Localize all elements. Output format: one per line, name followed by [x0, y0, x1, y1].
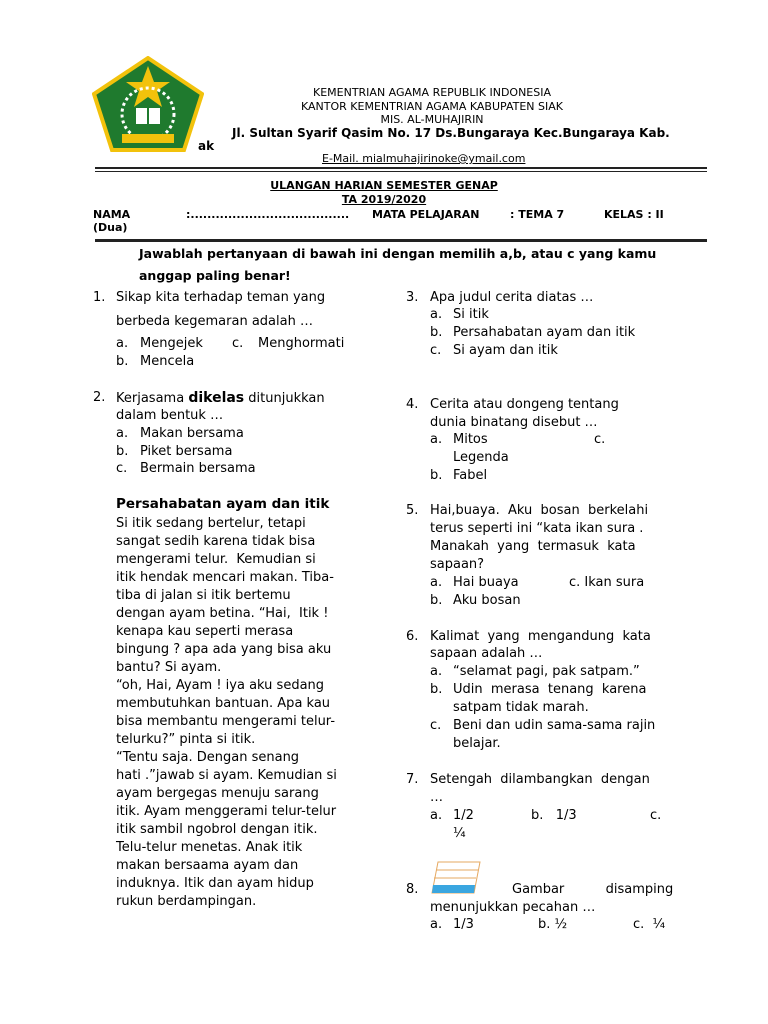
fraction-figure [430, 860, 482, 894]
story-line: itik. Ayam menggerami telur-telur [116, 804, 337, 819]
story-line: rukun berdampingan. [116, 894, 257, 909]
story-line: mengerami telur. Kemudian si [116, 552, 316, 567]
story-line: dengan ayam betina. “Hai, Itik ! [116, 606, 329, 621]
subject-value: : TEMA 7 [510, 208, 565, 221]
subject-label: MATA PELAJARAN [372, 208, 480, 221]
exam-divider [95, 239, 707, 242]
q4-option-b[interactable]: Fabel [453, 468, 488, 483]
q4-number: 4. [406, 397, 419, 412]
q2-option-a[interactable]: Makan bersama [140, 426, 244, 441]
q6-line1: Kalimat yang mengandung kata [430, 629, 651, 644]
q1-option-b[interactable]: Mencela [140, 354, 195, 369]
kelas-label: KELAS : II [604, 208, 664, 221]
q2-option-c[interactable]: Bermain bersama [140, 461, 256, 476]
q8-line2: menunjukkan pecahan … [430, 900, 596, 915]
story-line: itik sambil ngobrol dengan itik. [116, 822, 318, 837]
kelas-tail: (Dua) [93, 221, 128, 234]
q1-option-c[interactable]: Menghormati [258, 336, 345, 351]
q6-option-b-line1[interactable]: Udin merasa tenang karena [453, 682, 647, 697]
q7-option-b[interactable]: b. 1/3 [531, 808, 577, 823]
q3-option-c[interactable]: Si ayam dan itik [453, 343, 558, 358]
story-line: “Tentu saja. Dengan senang [116, 750, 300, 765]
story-line: itik hendak mencari makan. Tiba- [116, 570, 334, 585]
story-line: bisa membantu mengerami telur- [116, 714, 336, 729]
q8-line1: Gambar disamping [512, 882, 674, 897]
story-line: bingung ? apa ada yang bisa aku [116, 642, 332, 657]
story-line: tiba di jalan si itik bertemu [116, 588, 291, 603]
q6-option-a[interactable]: “selamat pagi, pak satpam.” [453, 664, 640, 679]
story-line: ayam bergegas menuju sarang [116, 786, 319, 801]
exam-year: TA 2019/2020 [341, 193, 427, 206]
q2-line1: Kerjasama dikelas ditunjukkan [116, 390, 325, 406]
q7-line2: … [430, 790, 443, 805]
header-divider-thick [95, 167, 707, 169]
header-divider-thin [95, 171, 707, 172]
q1-line1: Sikap kita terhadap teman yang [116, 290, 326, 305]
q4-option-c-label: c. [594, 432, 606, 447]
q4-line1: Cerita atau dongeng tentang [430, 397, 619, 412]
q8-option-b[interactable]: b. ½ [538, 917, 568, 932]
q2-line2: dalam bentuk … [116, 408, 224, 423]
q4-option-c[interactable]: Legenda [453, 450, 509, 465]
q3-text: Apa judul cerita diatas … [430, 290, 594, 305]
q6-line2: sapaan adalah … [430, 646, 543, 661]
q8-option-a[interactable]: 1/3 [453, 917, 474, 932]
header-address-tail: ak [198, 139, 215, 153]
story-line: hati .”jawab si ayam. Kemudian si [116, 768, 337, 783]
header-office: KANTOR KEMENTRIAN AGAMA KABUPATEN SIAK [301, 100, 563, 113]
q5-line2: terus seperti ini “kata ikan sura . [430, 521, 644, 536]
story-line: Telu-telur menetas. Anak itik [116, 840, 303, 855]
q4-option-a[interactable]: Mitos [453, 432, 488, 447]
q6-option-b-line2[interactable]: satpam tidak marah. [453, 700, 589, 715]
q1-option-a[interactable]: Mengejek [140, 336, 203, 351]
instruction-line1: Jawablah pertanyaan di bawah ini dengan memilih a,b, atau c yang kamu [139, 246, 657, 261]
q1-number: 1. [93, 290, 106, 305]
q5-option-b[interactable]: Aku bosan [453, 593, 521, 608]
header-address: Jl. Sultan Syarif Qasim No. 17 Ds.Bungaraya Kec.Bungaraya Kab. [232, 126, 670, 140]
q8-number: 8. [406, 882, 419, 897]
header-ministry: KEMENTRIAN AGAMA REPUBLIK INDONESIA [312, 86, 552, 99]
q5-option-c[interactable]: c. Ikan sura [569, 575, 645, 590]
q8-option-c[interactable]: c. ¼ [633, 917, 666, 932]
q5-option-a[interactable]: Hai buaya [453, 575, 519, 590]
q1-line2: berbeda kegemaran adalah … [116, 314, 313, 329]
q7-line1: Setengah dilambangkan dengan [430, 772, 650, 787]
q7-number: 7. [406, 772, 419, 787]
q7-option-a[interactable]: 1/2 [453, 808, 474, 823]
instruction-line2: anggap paling benar! [139, 268, 291, 283]
nama-label: NAMA [93, 208, 131, 221]
exam-title: ULANGAN HARIAN SEMESTER GENAP [270, 179, 498, 192]
q5-line4: sapaan? [430, 557, 485, 572]
story-line: telurku?” pinta si itik. [116, 732, 256, 747]
story-line: makan bersaama ayam dan [116, 858, 299, 873]
story-line: bantu? Si ayam. [116, 660, 222, 675]
q2-option-b[interactable]: Piket bersama [140, 444, 233, 459]
q5-line3: Manakah yang termasuk kata [430, 539, 636, 554]
q3-number: 3. [406, 290, 419, 305]
q5-line1: Hai,buaya. Aku bosan berkelahi [430, 503, 649, 518]
q2-number: 2. [93, 390, 106, 405]
q7-option-c[interactable]: ¼ [453, 826, 466, 841]
story-line: membutuhkan bantuan. Apa kau [116, 696, 331, 711]
story-line: Si itik sedang bertelur, tetapi [116, 516, 306, 531]
story-line: kenapa kau seperti merasa [116, 624, 294, 639]
story-body [116, 515, 366, 911]
story-title: Persahabatan ayam dan itik [116, 496, 330, 512]
q6-option-c-line2[interactable]: belajar. [453, 736, 501, 751]
story-line: sangat sedih karena tidak bisa [116, 534, 316, 549]
q3-option-a[interactable]: Si itik [453, 307, 489, 322]
q5-number: 5. [406, 503, 419, 518]
story-line: “oh, Hai, Ayam ! iya aku sedang [116, 678, 325, 693]
ministry-logo [92, 56, 204, 152]
q7-option-c-label: c. [650, 808, 662, 823]
nama-field: :...................................... [186, 208, 350, 221]
q3-option-b[interactable]: Persahabatan ayam dan itik [453, 325, 636, 340]
q4-line2: dunia binatang disebut … [430, 415, 598, 430]
story-line: induknya. Itik dan ayam hidup [116, 876, 314, 891]
q6-option-c-line1[interactable]: Beni dan udin sama-sama rajin [453, 718, 656, 733]
header-school: MIS. AL-MUHAJIRIN [380, 113, 484, 126]
header-email[interactable]: E-Mail. mialmuhajirinoke@ymail.com [322, 152, 526, 165]
q6-number: 6. [406, 629, 419, 644]
